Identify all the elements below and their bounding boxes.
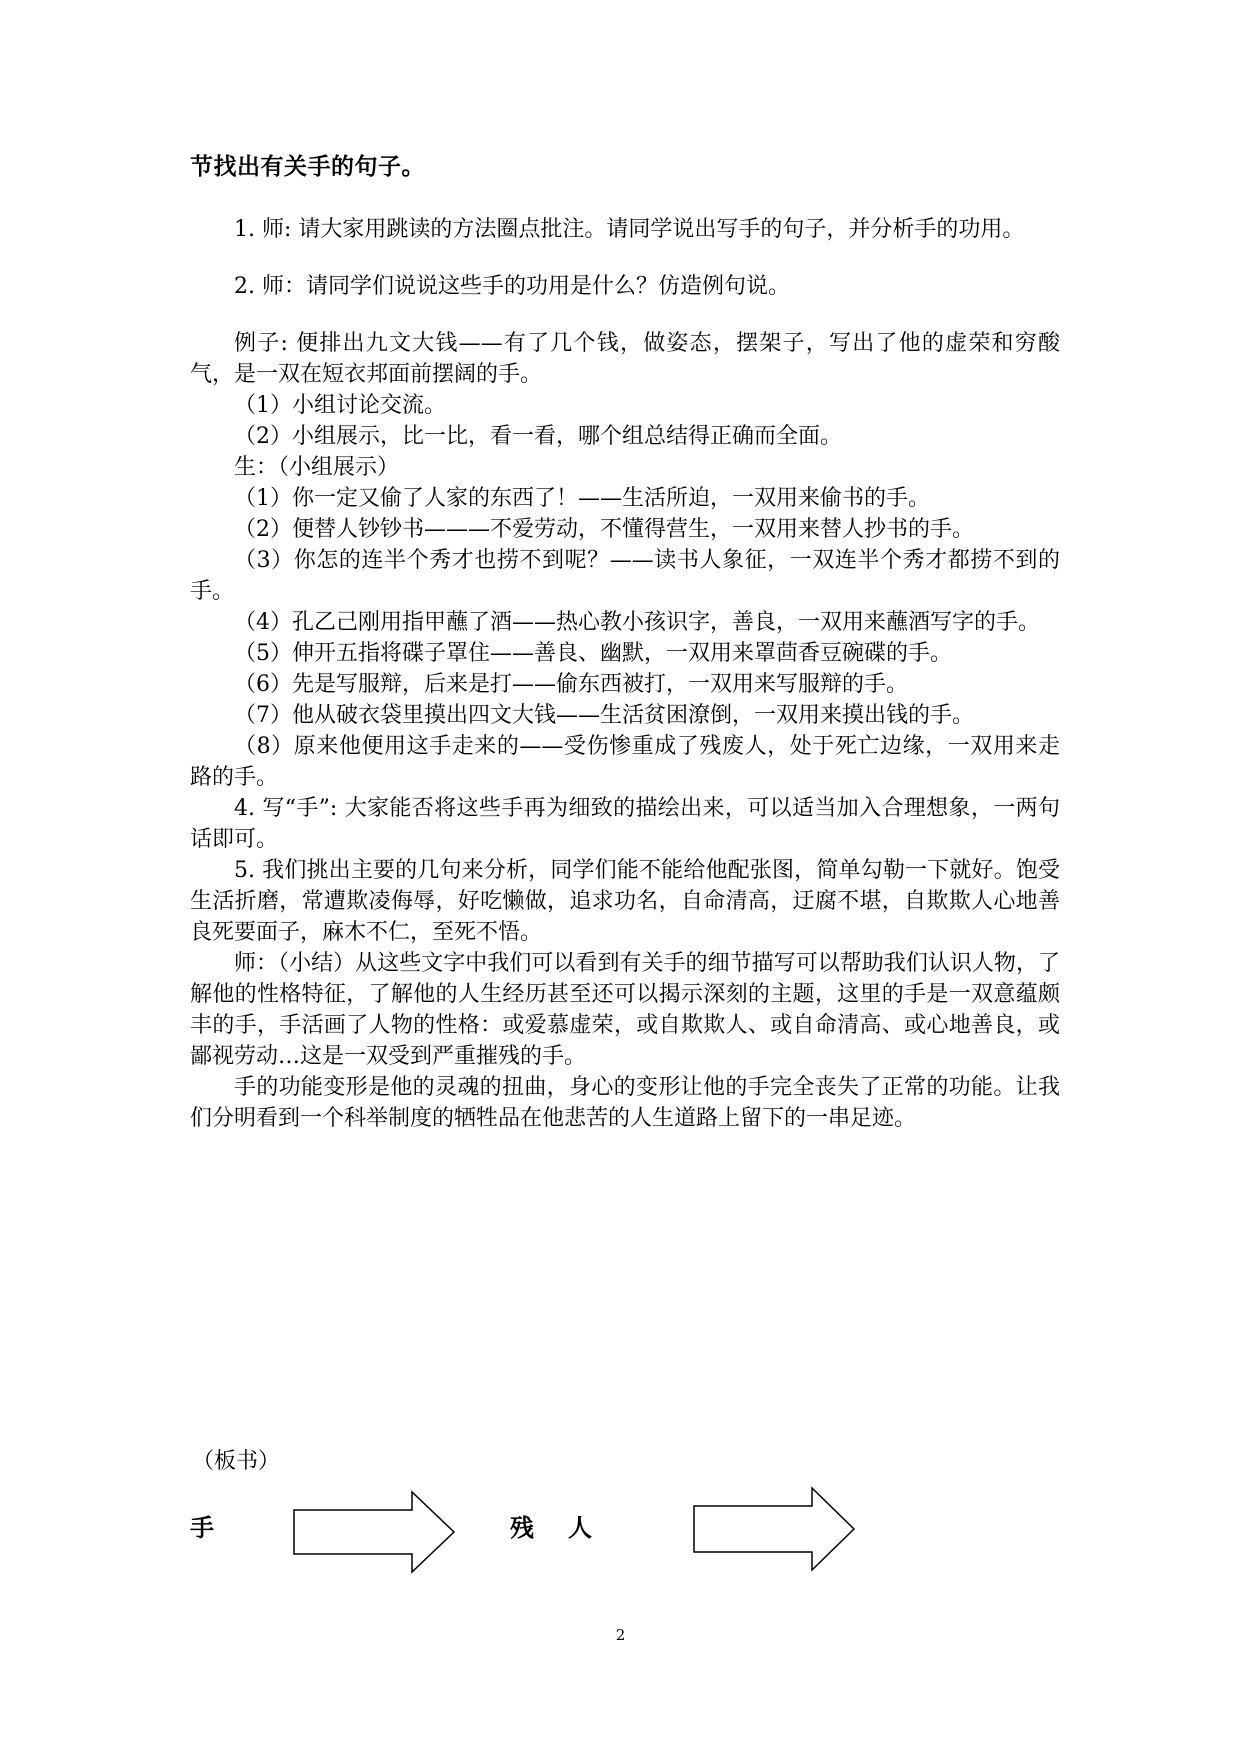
right-arrow-icon <box>692 1486 858 1572</box>
paragraph: （2）小组展示，比一比，看一看，哪个组总结得正确而全面。 <box>234 424 842 449</box>
paragraph: 手的功能变形是他的灵魂的扭曲，身心的变形让他的手完全丧失了正常的功能。让我们分明看到一个科举制度的牺牲品在他悲苦的人生道路上留下的一串足迹。 <box>190 1075 1060 1131</box>
paragraph: （5）伸开五指将碟子罩住——善良、幽默，一双用来罩茴香豆碗碟的手。 <box>234 641 952 666</box>
board-hand-text: 手 <box>190 1514 214 1542</box>
paragraph: 4. 写“手”: 大家能否将这些手再为细致的描绘出来，可以适当加入合理想象，一两句话即可。 <box>190 796 1060 852</box>
paragraph: 5. 我们挑出主要的几句来分析，同学们能不能给他配张图，简单勾勒一下就好。饱受生活折磨，常遭欺凌侮辱，好吃懒做，追求功名，自命清高，迂腐不堪，自欺欺人心地善良死要面子，麻木不仁，至死不悟。 <box>190 858 1060 945</box>
paragraph: （1）你一定又偷了人家的东西了！——生活所迫，一双用来偷书的手。 <box>234 486 930 511</box>
right-arrow-icon <box>292 1490 458 1574</box>
paragraph: 2. 师：请同学们说说这些手的功用是什么？仿造例句说。 <box>234 274 790 299</box>
section-heading: 节找出有关手的句子。 <box>190 154 425 180</box>
board-label: （板书） <box>192 1449 281 1474</box>
paragraph: （2）便替人钞钞书———不爱劳动，不懂得营生，一双用来替人抄书的手。 <box>234 517 974 542</box>
paragraph: （1）小组讨论交流。 <box>234 393 446 418</box>
paragraph: 例子: 便排出九文大钱——有了几个钱，做姿态，摆架子，写出了他的虚荣和穷酸气，是一双在短衣邦面前摆阔的手。 <box>190 331 1060 387</box>
paragraph: 生：（小组展示） <box>234 455 400 480</box>
lesson-body <box>190 214 1060 1134</box>
paragraph: （6）先是写服辩，后来是打——偷东西被打，一双用来写服辩的手。 <box>234 672 908 697</box>
paragraph: （3）你怎的连半个秀才也捞不到呢？——读书人象征，一双连半个秀才都捞不到的手。 <box>190 548 1060 604</box>
paragraph: （7）他从破衣袋里摸出四文大钱——生活贫困潦倒，一双用来摸出钱的手。 <box>234 703 974 728</box>
paragraph: 1. 师: 请大家用跳读的方法圈点批注。请同学说出写手的句子，并分析手的功用。 <box>234 217 1025 242</box>
paragraph: 师：（小结）从这些文字中我们可以看到有关手的细节描写可以帮助我们认识人物，了解他的性格特征，了解他的人生经历甚至还可以揭示深刻的主题，这里的手是一双意蕴颇丰的手，手活画了人物的性格：或爱慕虚荣，或自欺欺人、或自命清高、或心地善良，或鄙视劳动…这是一双受到严重摧残的手。 <box>190 951 1060 1069</box>
paragraph: （4）孔乙己刚用指甲蘸了酒——热心教小孩识字，善良，一双用来蘸酒写字的手。 <box>234 610 1040 635</box>
board-crippled-text: 残人 <box>510 1514 626 1542</box>
page-number: 2 <box>615 1626 626 1644</box>
paragraph: （8）原来他便用这手走来的——受伤惨重成了残废人，处于死亡边缘，一双用来走路的手。 <box>190 734 1060 790</box>
